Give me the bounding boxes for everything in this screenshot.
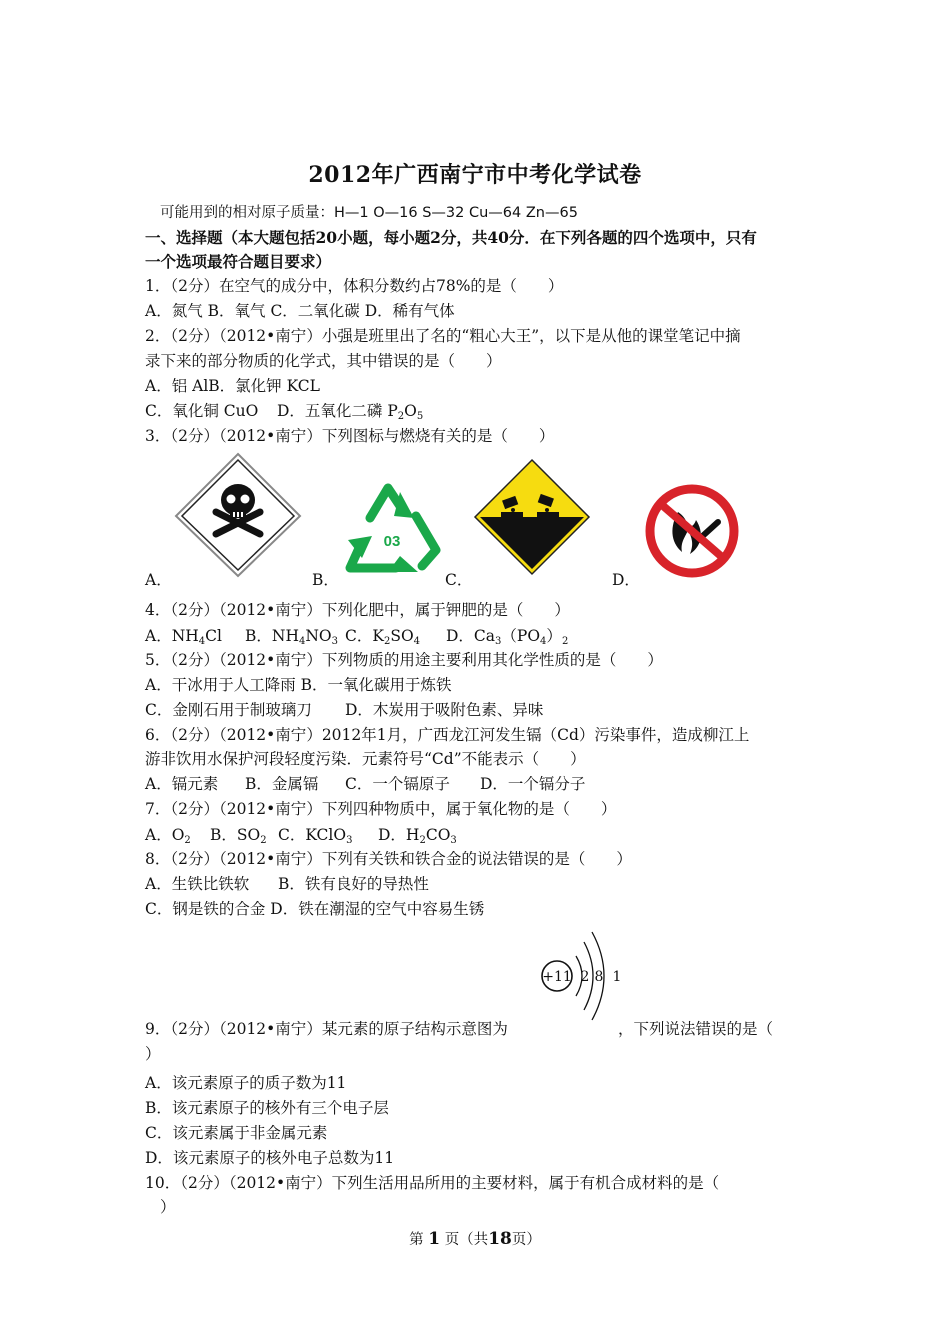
q2-option-d: D．五氧化二磷 $P_2O_5$ bbox=[277, 402, 424, 422]
q9-option-c: C．该元素属于非金属元素 bbox=[145, 1124, 328, 1142]
q6-option-d: D．一个镉分子 bbox=[480, 775, 586, 793]
page-title: 2012年广西南宁市中考化学试卷 bbox=[308, 162, 642, 188]
section-heading-line2: 一个选项最符合题目要求） bbox=[145, 252, 332, 271]
q2-stem-line1: 2．（2分）（2012•南宁）小强是班里出了名的“粗心大王”，以下是从他的课堂笔记中摘 bbox=[145, 327, 741, 345]
recycle-code: 03 bbox=[383, 533, 401, 550]
q5-options-ab: A．干冰用于人工降雨 B．一氧化碳用于炼铁 bbox=[145, 676, 452, 694]
q4-option-a: A．$NH_4Cl$ bbox=[145, 627, 222, 647]
q6-stem-line1: 6．（2分）（2012•南宁）2012年1月，广西龙江河发生镉（Cd）污染事件，造成柳江上 bbox=[145, 726, 750, 744]
q9-stem-line1-post: ，下列说法错误的是（ bbox=[618, 1020, 774, 1038]
q9-stem-line2: ） bbox=[145, 1045, 161, 1063]
q7-option-a: A．$O_2$ bbox=[145, 826, 191, 846]
no-open-flame-icon bbox=[640, 482, 744, 580]
nucleus-charge: +11 bbox=[542, 969, 572, 985]
q8-options-cd: C．钢是铁的合金 D．铁在潮湿的空气中容易生锈 bbox=[145, 900, 485, 918]
q9-option-a: A．该元素原子的质子数为11 bbox=[145, 1074, 347, 1092]
q7-option-b: B．$SO_2$ bbox=[210, 826, 267, 846]
q8-option-b: B．铁有良好的导热性 bbox=[278, 875, 429, 893]
q9-stem-line1-pre: 9．（2分）（2012•南宁）某元素的原子结构示意图为 bbox=[145, 1020, 508, 1038]
q8-stem: 8．（2分）（2012•南宁）下列有关铁和铁合金的说法错误的是（ ） bbox=[145, 850, 632, 868]
q4-stem: 4．（2分）（2012•南宁）下列化肥中，属于钾肥的是（ ） bbox=[145, 601, 570, 619]
q7-option-d: D．$H_2CO_3$ bbox=[378, 826, 457, 846]
corrosive-hazard-icon bbox=[473, 458, 591, 576]
q10-stem-line2: ） bbox=[160, 1198, 176, 1216]
q4-option-c: C．$K_2SO_4$ bbox=[345, 627, 421, 647]
q9-option-d: D．该元素原子的核外电子总数为11 bbox=[145, 1149, 395, 1167]
shell-3-electrons: 1 bbox=[612, 969, 622, 985]
q3-option-a-label: A． bbox=[145, 571, 172, 589]
recycling-symbol-icon bbox=[340, 478, 444, 576]
q6-stem-line2: 游非饮用水保护河段轻度污染．元素符号“Cd”不能表示（ ） bbox=[145, 750, 586, 768]
q10-stem-line1: 10．（2分）（2012•南宁）下列生活用品所用的主要材料，属于有机合成材料的是（ bbox=[145, 1174, 720, 1192]
q6-option-c: C．一个镉原子 bbox=[345, 775, 450, 793]
q2-option-c: C．氧化铜 CuO bbox=[145, 402, 259, 420]
q6-option-b: B．金属镉 bbox=[245, 775, 319, 793]
q2-stem-line2: 录下来的部分物质的化学式，其中错误的是（ ） bbox=[145, 352, 502, 370]
total-pages: 18 bbox=[488, 1229, 512, 1249]
q7-stem: 7．（2分）（2012•南宁）下列四种物质中，属于氧化物的是（ ） bbox=[145, 800, 617, 818]
q5-stem: 5．（2分）（2012•南宁）下列物质的用途主要利用其化学性质的是（ ） bbox=[145, 651, 663, 669]
section-heading-line1: 一、选择题（本大题包括20小题，每小题2分，共40分．在下列各题的四个选项中，只有 bbox=[145, 228, 757, 247]
q3-stem: 3．（2分）（2012•南宁）下列图标与燃烧有关的是（ ） bbox=[145, 427, 555, 445]
shell-1-electrons: 2 bbox=[580, 969, 590, 985]
q4-option-b: B．$NH_4NO_3$ bbox=[245, 627, 339, 647]
poison-skull-icon bbox=[172, 450, 304, 578]
atomic-masses: 可能用到的相对原子质量：H—1 O—16 S—32 Cu—64 Zn—65 bbox=[160, 205, 578, 221]
q3-option-c-label: C． bbox=[445, 571, 473, 589]
q3-option-d-label: D． bbox=[612, 571, 640, 589]
q1-options: A．氮气 B．氧气 C．二氧化碳 D．稀有气体 bbox=[145, 302, 455, 320]
page-footer: 第 1 页（共18页） bbox=[409, 1229, 541, 1249]
q6-option-a: A．镉元素 bbox=[145, 775, 219, 793]
q3-option-b-label: B． bbox=[312, 571, 339, 589]
atomic-structure-diagram bbox=[536, 920, 630, 1030]
q9-option-b: B．该元素原子的核外有三个电子层 bbox=[145, 1099, 389, 1117]
q2-options-ab: A．铝 AlB．氯化钾 KCL bbox=[145, 377, 320, 395]
q4-option-d: D．$Ca_3(PO_4)_2$ bbox=[446, 627, 569, 647]
q1-stem: 1．（2分）在空气的成分中，体积分数约占78%的是（ ） bbox=[145, 277, 564, 295]
q8-option-a: A．生铁比铁软 bbox=[145, 875, 250, 893]
q5-option-c: C．金刚石用于制玻璃刀 bbox=[145, 701, 312, 719]
current-page-number: 1 bbox=[428, 1229, 441, 1249]
q7-option-c: C．KClO$_3$ bbox=[278, 826, 353, 846]
shell-2-electrons: 8 bbox=[594, 969, 604, 985]
q5-option-d: D．木炭用于吸附色素、异味 bbox=[345, 701, 544, 719]
